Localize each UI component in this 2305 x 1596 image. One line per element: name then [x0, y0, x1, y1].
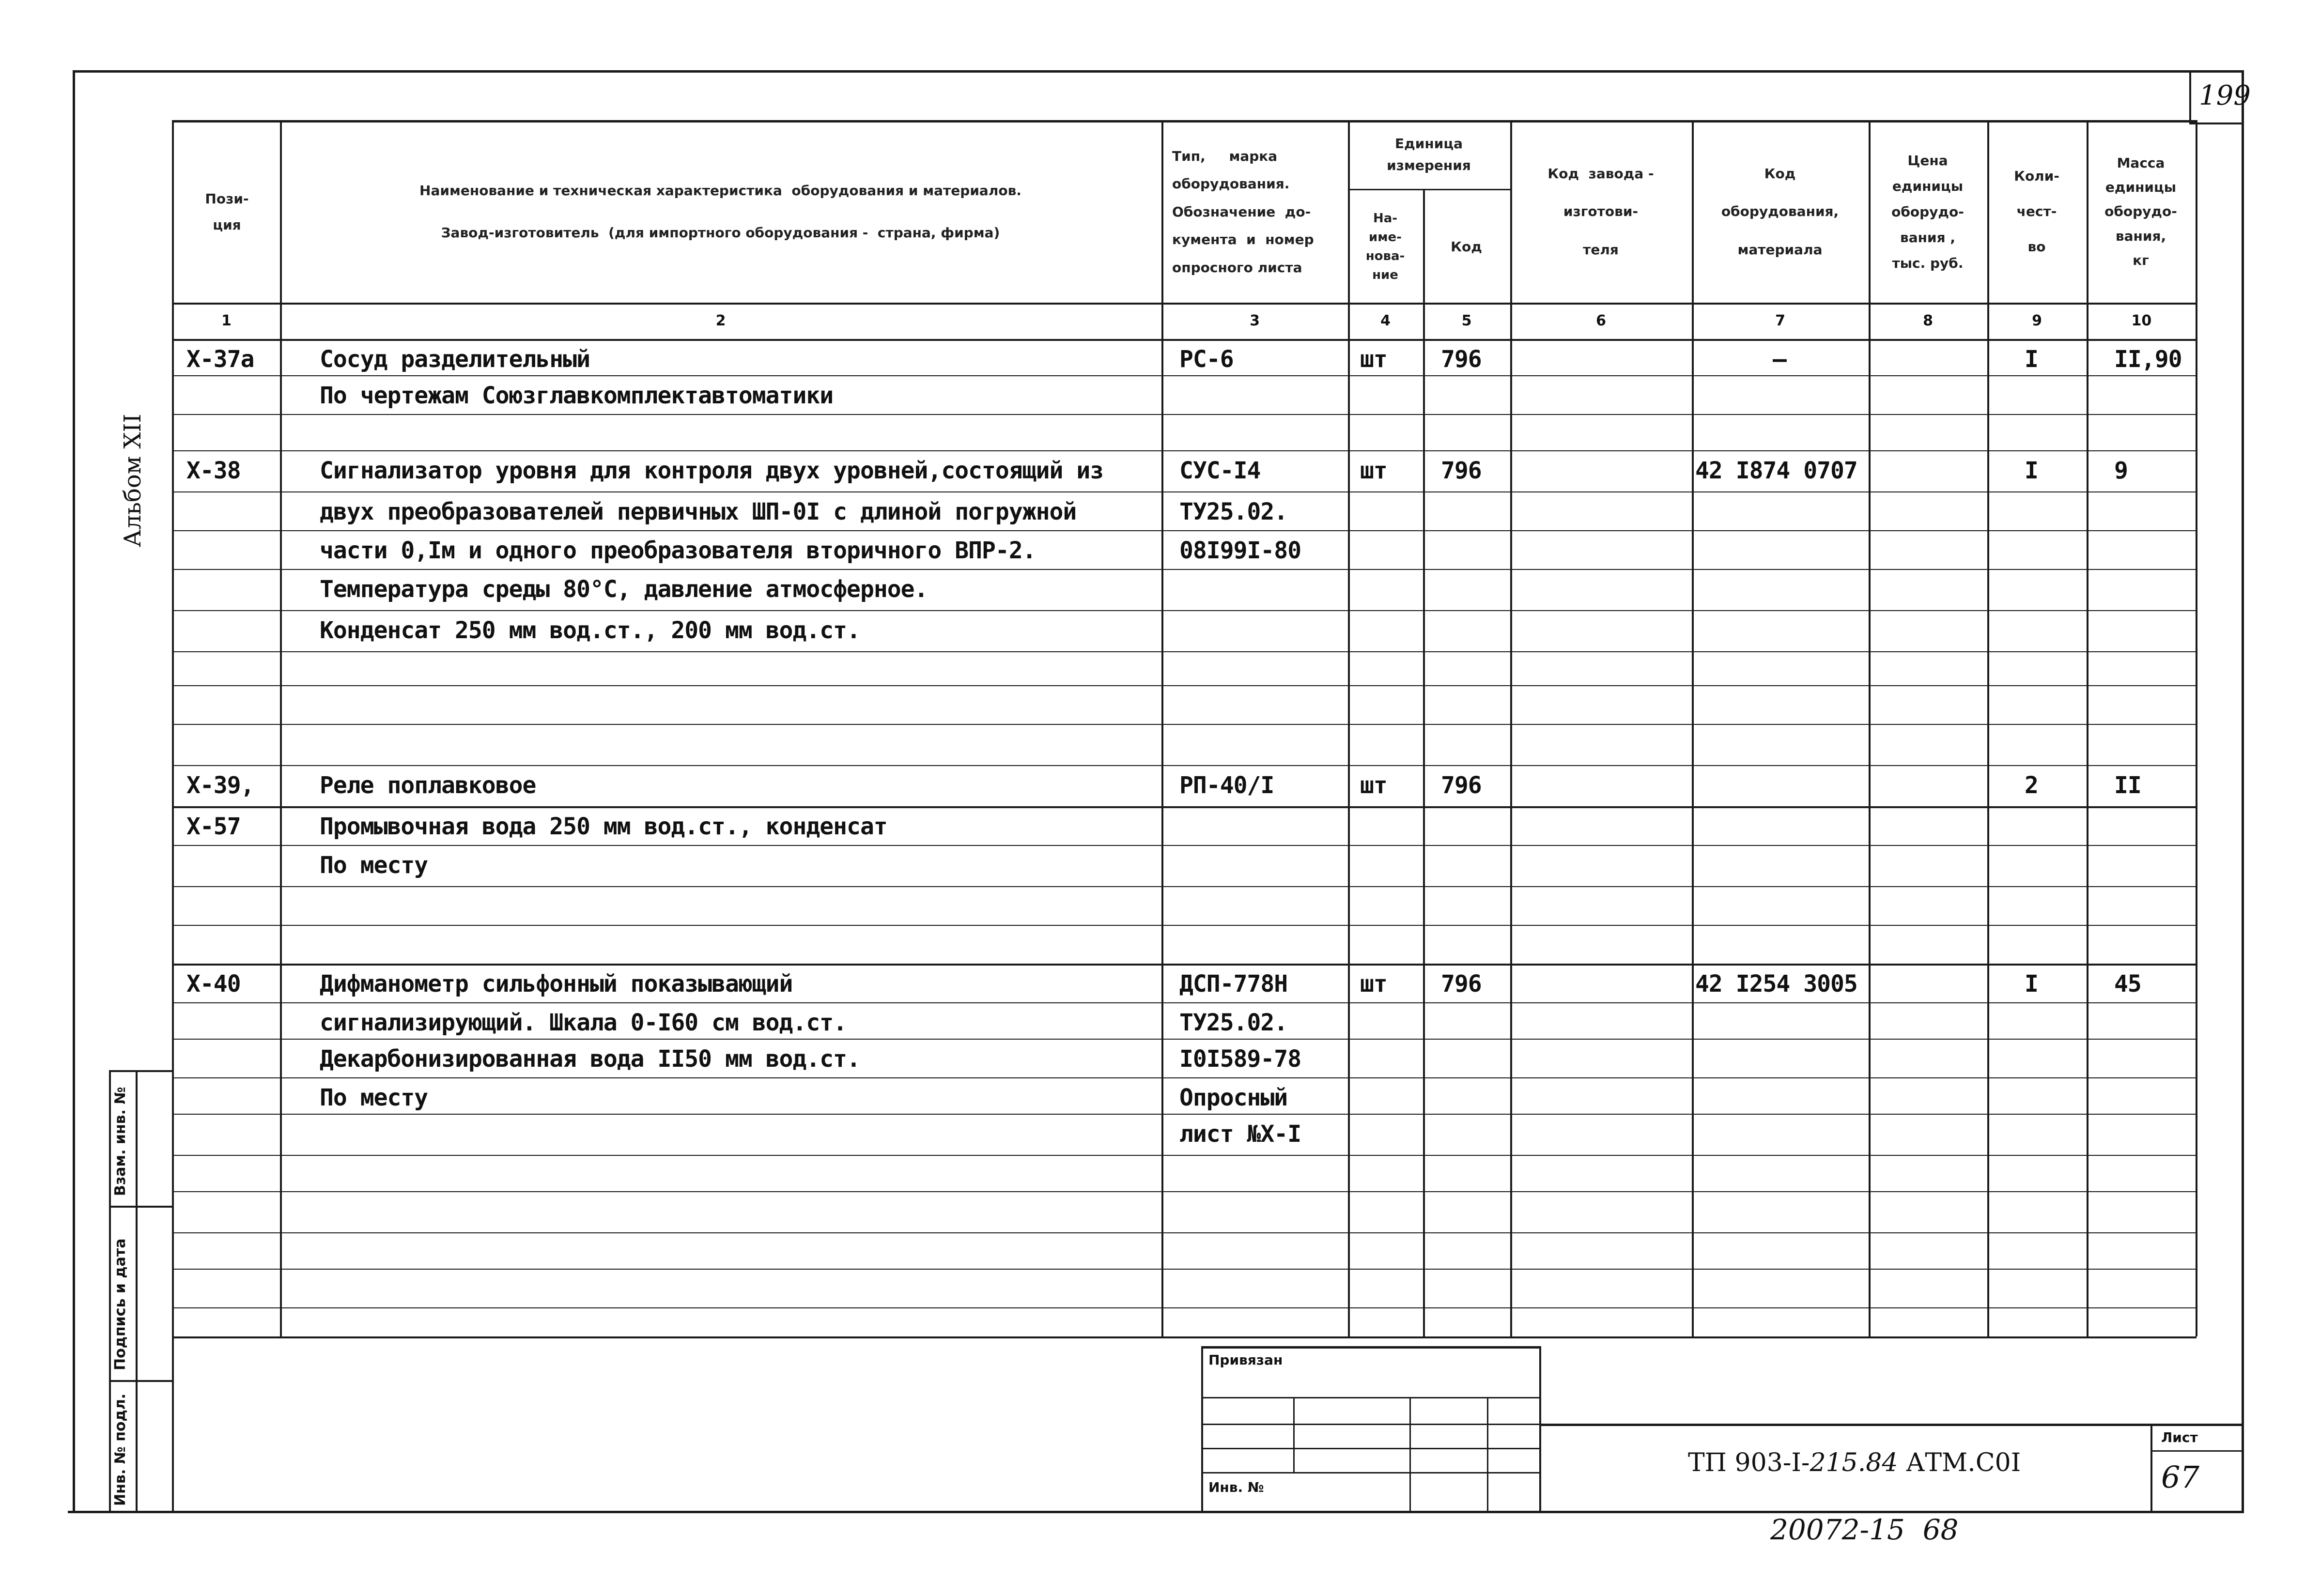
column-number: 10 — [2131, 312, 2152, 329]
row-line — [173, 1232, 2197, 1233]
cell-name: части 0,Iм и одного преобразователя вторичного ВПР-2. — [320, 537, 1036, 564]
row-line — [173, 491, 2197, 492]
row-line — [173, 724, 2197, 725]
stamp-inv-zam: Взам. инв. № — [112, 1087, 129, 1196]
sheet-corner-number: 199 — [2199, 80, 2251, 111]
column-number: 8 — [1923, 312, 1933, 329]
cell-name: Сигнализатор уровня для контроля двух уровней,состоящий из — [320, 457, 1104, 484]
cell-position: X-38 — [186, 457, 241, 484]
column-number: 6 — [1596, 312, 1606, 329]
stamp-designation — [1688, 1450, 2021, 1475]
header-mass: Масса единицы оборудо- вания, кг — [2104, 154, 2177, 269]
row-line — [173, 1191, 2197, 1192]
column-number: 7 — [1775, 312, 1785, 329]
cell-position: X-37а — [186, 346, 254, 373]
stamp-inv-podl: Инв. № подл. — [112, 1393, 129, 1506]
cell-name: По месту — [320, 1084, 428, 1111]
cell-unit-code: 796 — [1441, 772, 1482, 799]
cell-mass: II — [2114, 772, 2141, 799]
cell-name: Реле поплавковое — [320, 772, 536, 799]
column-line — [1423, 189, 1425, 1336]
row-line — [173, 1155, 2197, 1156]
cell-name: сигнализирующий. Шкала 0-I60 см вод.ст. — [320, 1009, 847, 1036]
frame-left — [73, 70, 75, 1513]
cell-type: РС-6 — [1179, 346, 1234, 373]
cell-mass: II,90 — [2114, 346, 2182, 373]
designation-suffix: АТМ.С0I — [1898, 1448, 2021, 1477]
cell-name: По чертежам Союзглавкомплектавтоматики — [320, 382, 834, 409]
cell-qty: I — [2025, 346, 2038, 373]
stamp-sheet-label: Лист — [2161, 1429, 2198, 1445]
header-unit-code: Код — [1451, 239, 1482, 255]
cell-type: лист №Х-I — [1179, 1120, 1301, 1148]
cell-name: По месту — [320, 852, 428, 879]
row-line — [173, 1307, 2197, 1308]
row-line — [173, 806, 2197, 808]
cell-name: Сосуд разделительный — [320, 346, 590, 373]
row-line — [173, 569, 2197, 570]
cell-name: Дифманометр сильфонный показывающий — [320, 970, 793, 998]
row-line — [173, 845, 2197, 846]
frame-top — [73, 70, 2243, 73]
column-number: 9 — [2032, 312, 2042, 329]
cell-position: X-57 — [186, 813, 241, 840]
cell-type: ТУ25.02. — [1179, 1009, 1288, 1036]
row-line — [173, 964, 2197, 966]
header-name: Наименование и техническая характеристика оборудования и материалов. Завод-изготовитель (для импортного оборудования - страна, фирма) — [419, 182, 1021, 241]
cell-name: Декарбонизированная вода II50 мм вод.ст. — [320, 1045, 860, 1073]
header-price: Цена единицы оборудо- вания , тыс. руб. — [1891, 152, 1964, 272]
cell-type: ДСП-778Н — [1179, 970, 1288, 998]
header-bottom-line — [173, 303, 2197, 305]
header-type: Тип, марка оборудования. Обозначение до- кумента и номер опросного листа — [1172, 148, 1314, 276]
row-line — [173, 886, 2197, 887]
cell-position: X-40 — [186, 970, 241, 998]
header-position: Пози- ция — [205, 191, 249, 233]
column-number: 3 — [1250, 312, 1260, 329]
cell-unit-code: 796 — [1441, 970, 1482, 998]
cell-unit: шт — [1360, 346, 1387, 373]
table-bottom-line — [173, 1336, 2197, 1338]
stamp-sheet-number: 67 — [2161, 1459, 2199, 1495]
cell-unit-code: 796 — [1441, 457, 1482, 484]
frame-right — [2242, 70, 2244, 1513]
column-number: 1 — [221, 312, 232, 329]
header-mfr-code: Код завода - изготови- теля — [1547, 165, 1654, 258]
cell-type: 08I99I-80 — [1179, 537, 1301, 564]
stamp-inv-no: Инв. № — [1208, 1479, 1264, 1495]
row-line — [173, 1077, 2197, 1078]
row-line — [173, 610, 2197, 611]
cell-type: РП-40/I — [1179, 772, 1274, 799]
row-line — [173, 1002, 2197, 1003]
header-eq-code: Код оборудования, материала — [1721, 165, 1839, 258]
designation-prefix: ТП 903-I- — [1688, 1448, 1810, 1477]
cell-unit: шт — [1360, 970, 1387, 998]
cell-qty: 2 — [2025, 772, 2038, 799]
column-line — [2196, 120, 2197, 1336]
row-line — [173, 1114, 2197, 1115]
column-number: 2 — [715, 312, 726, 329]
row-line — [173, 1039, 2197, 1040]
cell-name: двух преобразователей первичных ШП-0I с длиной погружной — [320, 498, 1077, 525]
cell-qty: I — [2025, 970, 2038, 998]
row-line — [173, 530, 2197, 531]
cell-unit: шт — [1360, 772, 1387, 799]
unit-group-line — [1348, 189, 1510, 190]
header-unit-group: Единица измерения — [1387, 136, 1471, 173]
row-line — [173, 1269, 2197, 1270]
cell-eq-code: 42 I254 3005 — [1695, 970, 1857, 998]
designation-handwritten: 215.84 — [1810, 1448, 1898, 1477]
colnum-bottom-line — [173, 339, 2197, 341]
cell-type: I0I589-78 — [1179, 1045, 1301, 1073]
bottom-note: 20072-15 68 — [1770, 1513, 1959, 1546]
row-line — [173, 651, 2197, 652]
row-line — [173, 685, 2197, 686]
column-number: 5 — [1461, 312, 1472, 329]
cell-mass: 45 — [2114, 970, 2141, 998]
cell-eq-code: – — [1773, 346, 1786, 373]
cell-unit-code: 796 — [1441, 346, 1482, 373]
cell-mass: 9 — [2114, 457, 2128, 484]
cell-type: Опросный — [1179, 1084, 1288, 1111]
inner-frame-left — [172, 120, 174, 1512]
header-unit-name: На- име- нова- ние — [1365, 211, 1405, 282]
stamp-privyazan: Привязан — [1208, 1352, 1283, 1368]
cell-name: Температура среды 80°С, давление атмосферное. — [320, 576, 928, 603]
cell-name: Промывочная вода 250 мм вод.ст., конденсат — [320, 813, 887, 840]
row-line — [173, 450, 2197, 451]
cell-name: Конденсат 250 мм вод.ст., 200 мм вод.ст. — [320, 617, 860, 644]
row-line — [173, 925, 2197, 926]
cell-eq-code: 42 I874 0707 — [1695, 457, 1857, 484]
album-label: Альбом XII — [119, 414, 146, 547]
row-line — [173, 765, 2197, 766]
column-number: 4 — [1380, 312, 1391, 329]
cell-qty: I — [2025, 457, 2038, 484]
header-qty: Коли- чест- во — [2014, 168, 2059, 255]
row-line — [173, 375, 2197, 376]
cell-position: X-39, — [186, 772, 254, 799]
stamp-podpis: Подпись и дата — [112, 1238, 129, 1370]
cell-unit: шт — [1360, 457, 1387, 484]
cell-type: ТУ25.02. — [1179, 498, 1288, 525]
row-line — [173, 414, 2197, 415]
cell-type: СУС-I4 — [1179, 457, 1261, 484]
